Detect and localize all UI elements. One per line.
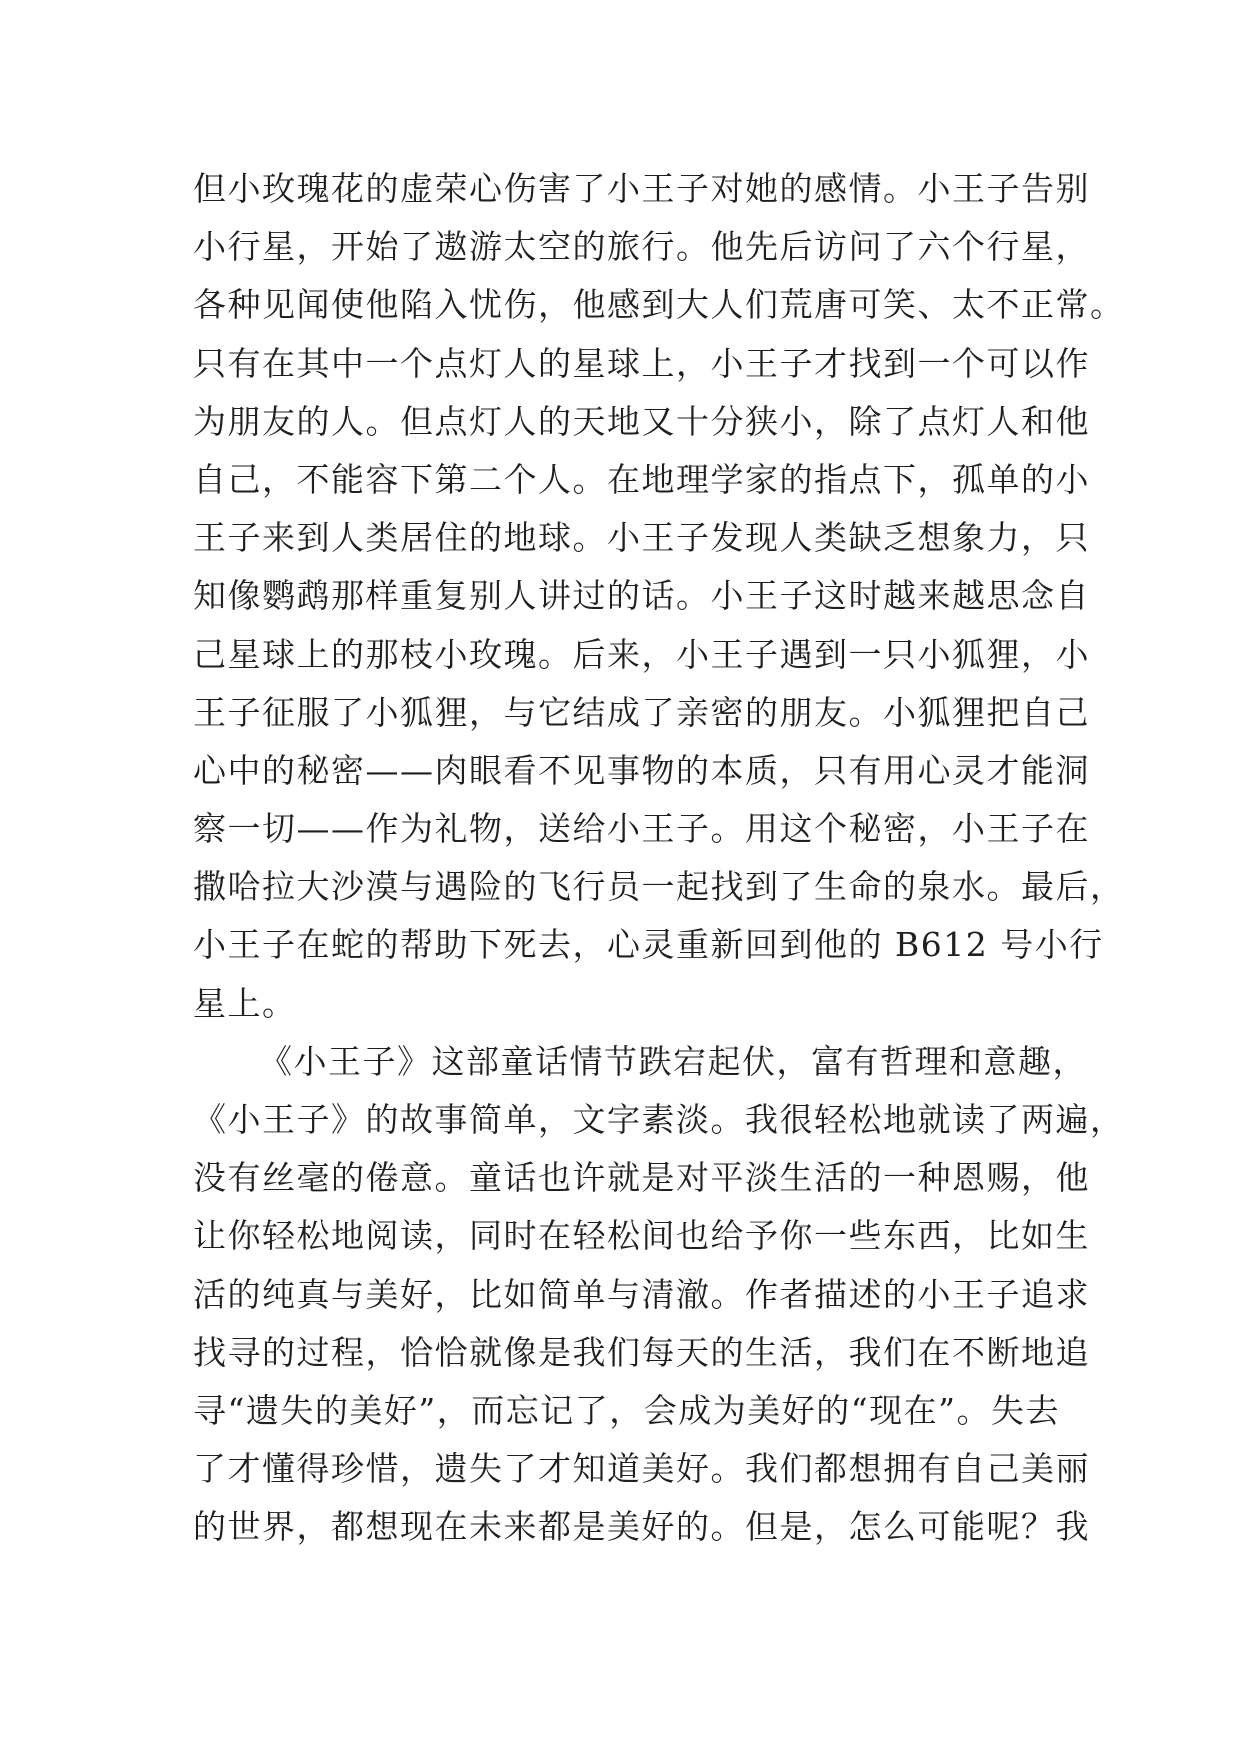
text-line: 星上。 bbox=[193, 983, 297, 1023]
text-line: 《小王子》的故事简单，文字素淡。我很轻松地就读了两遍， bbox=[193, 1100, 1125, 1139]
text-line: 但小玫瑰花的虚荣心伤害了小王子对她的感情。小王子告别 bbox=[193, 169, 1090, 208]
text-line: 让你轻松地阅读，同时在轻松间也给予你一些东西，比如生 bbox=[193, 1216, 1090, 1256]
text-line: 小行星，开始了遨游太空的旅行。他先后访问了六个行星， bbox=[193, 227, 1090, 267]
text-line: 知像鹦鹉那样重复别人讲过的话。小王子这时越来越思念自 bbox=[193, 576, 1090, 616]
text-line: 找寻的过程，恰恰就像是我们每天的生活，我们在不断地追 bbox=[193, 1332, 1090, 1372]
text-line: 撒哈拉大沙漠与遇险的飞行员一起找到了生命的泉水。最后， bbox=[193, 867, 1125, 907]
body-text bbox=[193, 160, 1125, 1557]
text-line: 各种见闻使他陷入忧伤，他感到大人们荒唐可笑、太不正常。 bbox=[193, 285, 1125, 325]
text-line: 了才懂得珍惜，遗失了才知道美好。我们都想拥有自己美丽 bbox=[193, 1449, 1090, 1489]
text-line: 王子征服了小狐狸，与它结成了亲密的朋友。小狐狸把自己 bbox=[193, 692, 1090, 732]
text-line: 活的纯真与美好，比如简单与清澈。作者描述的小王子追求 bbox=[193, 1274, 1090, 1314]
text-line: 己星球上的那枝小玫瑰。后来，小王子遇到一只小狐狸，小 bbox=[193, 634, 1090, 674]
text-line: 的世界，都想现在未来都是美好的。但是，怎么可能呢？我 bbox=[193, 1507, 1090, 1547]
paragraph-reflection bbox=[193, 1033, 1125, 1557]
text-line: 察一切——作为礼物，送给小王子。用这个秘密，小王子在 bbox=[193, 809, 1090, 849]
paragraph-plot-summary bbox=[193, 160, 1125, 1033]
text-line: 寻“遗失的美好”，而忘记了，会成为美好的“现在”。失去 bbox=[193, 1390, 1060, 1430]
text-line: 自己，不能容下第二个人。在地理学家的指点下，孤单的小 bbox=[193, 459, 1090, 499]
text-line-indented: 《小王子》这部童话情节跌宕起伏，富有哲理和意趣， bbox=[259, 1041, 1087, 1081]
text-line: 王子来到人类居住的地球。小王子发现人类缺乏想象力，只 bbox=[193, 518, 1090, 558]
text-line: 只有在其中一个点灯人的星球上，小王子才找到一个可以作 bbox=[193, 343, 1090, 383]
text-line: 小王子在蛇的帮助下死去，心灵重新回到他的 B612 号小行 bbox=[193, 925, 1104, 965]
text-line: 没有丝毫的倦意。童话也许就是对平淡生活的一种恩赐，他 bbox=[193, 1158, 1090, 1198]
text-line: 心中的秘密——肉眼看不见事物的本质，只有用心灵才能洞 bbox=[193, 750, 1090, 790]
text-line: 为朋友的人。但点灯人的天地又十分狭小，除了点灯人和他 bbox=[193, 401, 1090, 441]
